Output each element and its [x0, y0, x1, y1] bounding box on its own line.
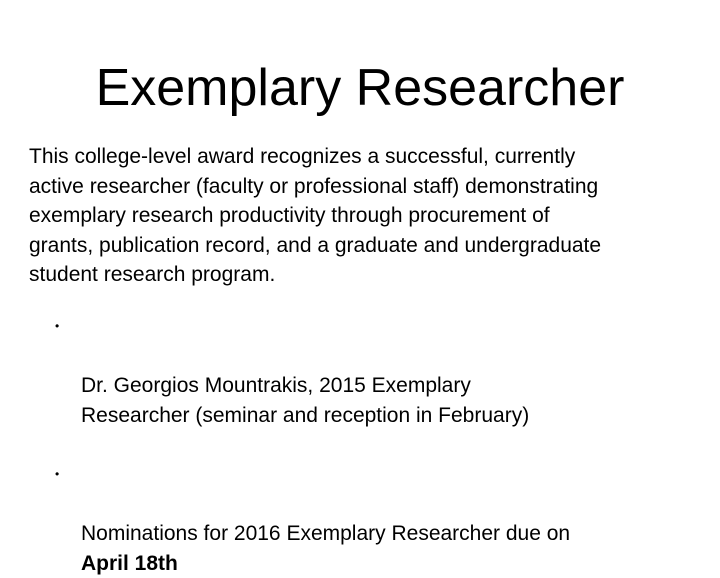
bullet-item-2015-researcher — [55, 312, 695, 430]
award-description: This college-level award recognizes a successful, currently active researcher (faculty or professional staff) demonstrating exemplary research productivity through procurement of grants, publication record, and a graduate and undergraduate student research program. — [29, 145, 602, 286]
bullet-list — [55, 312, 695, 578]
bullet-icon: • — [55, 319, 60, 333]
bullet-text: Nominations for 2016 Exemplary Researcher due on — [81, 522, 571, 545]
bullet-item-2016-nominations — [55, 460, 695, 578]
bullet-icon: • — [55, 467, 60, 481]
due-date: April 18th — [81, 551, 178, 575]
slide-title: Exemplary Researcher — [95, 59, 625, 117]
bullet-text: Dr. Georgios Mountrakis, 2015 Exemplary Researcher (seminar and reception in February) — [81, 374, 530, 427]
